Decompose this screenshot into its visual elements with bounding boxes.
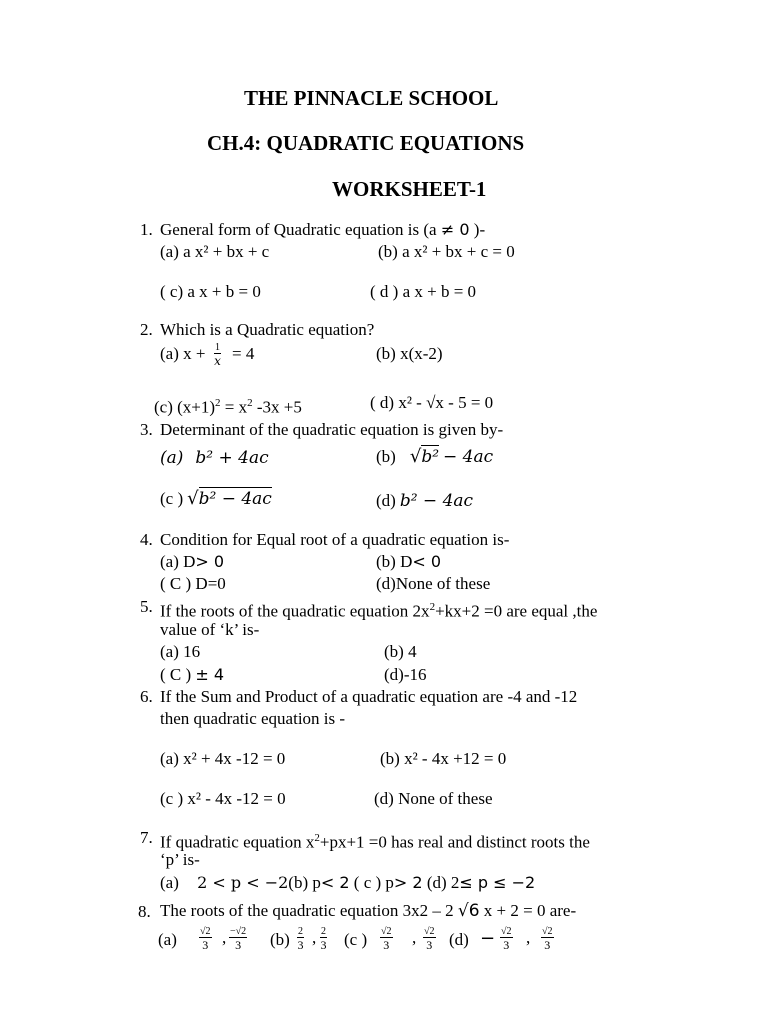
fraction-denominator: 3 bbox=[426, 938, 433, 952]
question-7-option-b-expr: < 2 bbox=[320, 873, 350, 892]
school-title: THE PINNACLE SCHOOL bbox=[244, 86, 499, 110]
question-5-option-c bbox=[160, 665, 224, 685]
question-6-text-line-1: If the Sum and Product of a quadratic equation are -4 and -12 bbox=[160, 687, 578, 706]
fraction-denominator: 3 bbox=[320, 938, 327, 952]
question-1-neq: ≠ 0 bbox=[440, 220, 470, 239]
question-8-root: √6 bbox=[457, 901, 480, 921]
question-7-number: 7. bbox=[140, 828, 153, 847]
question-4-option-c: ( C ) D=0 bbox=[160, 574, 226, 593]
question-1-number: 1. bbox=[140, 220, 153, 239]
fraction-numerator: −√2 bbox=[230, 926, 247, 937]
question-7-option-d-expr: ≤ p ≤ −2 bbox=[459, 873, 536, 892]
question-8-option-b-frac-1 bbox=[297, 926, 304, 953]
question-3-option-c-radicand: b² − 4ac bbox=[198, 489, 272, 509]
question-7-option-a-label: (a) bbox=[160, 873, 179, 892]
question-3-option-d bbox=[376, 491, 473, 511]
question-8-option-d-frac-1 bbox=[500, 926, 513, 953]
question-2-option-c-tail: -3x +5 bbox=[252, 397, 302, 417]
fraction-numerator: √2 bbox=[501, 926, 512, 937]
question-1-option-a: (a) a x² + bx + c bbox=[160, 242, 270, 261]
question-5-option-a: (a) 16 bbox=[160, 642, 201, 661]
question-4-option-b bbox=[376, 552, 441, 572]
question-4-option-b-pre: (b) D bbox=[376, 552, 413, 571]
superscript: 2 bbox=[247, 397, 253, 409]
sqrt-icon: √ bbox=[187, 488, 199, 509]
question-8-option-c-frac-1 bbox=[380, 926, 393, 953]
sqrt-icon: √ bbox=[409, 446, 422, 467]
question-3-option-c-label: (c ) bbox=[160, 489, 184, 508]
question-8-text-post: x + 2 = 0 are- bbox=[479, 901, 577, 920]
question-8-option-c-comma: , bbox=[412, 928, 417, 947]
fraction-denominator: 3 bbox=[202, 938, 209, 952]
question-8-option-b-frac-2 bbox=[320, 926, 327, 953]
question-4-number: 4. bbox=[140, 530, 153, 549]
question-2-option-a-post: = 4 bbox=[232, 344, 255, 363]
question-7-option-a-expr: 2 < p < −2 bbox=[197, 873, 289, 892]
question-6-option-d: (d) None of these bbox=[374, 789, 493, 808]
question-4-option-b-expr: < 0 bbox=[412, 552, 442, 571]
question-8-option-c-label: (c ) bbox=[344, 930, 368, 949]
question-8-option-d-minus: − bbox=[480, 928, 496, 949]
question-2-option-c bbox=[154, 393, 302, 418]
question-5-text-post: +kx+2 =0 are equal ,the bbox=[435, 601, 598, 621]
fraction-numerator: 2 bbox=[298, 926, 303, 937]
question-7-option-d-pre: (d) 2 bbox=[426, 873, 460, 892]
question-5-option-c-pre: ( C ) bbox=[160, 665, 192, 684]
superscript: 2 bbox=[215, 397, 221, 409]
question-8-text bbox=[160, 901, 576, 921]
question-3-option-c bbox=[160, 488, 272, 509]
question-2-option-c-pre: (c) (x+1) bbox=[154, 397, 216, 417]
question-7-text-post: +px+1 =0 has real and distinct roots the bbox=[319, 832, 590, 852]
question-4-option-a-expr: > 0 bbox=[195, 552, 225, 571]
question-8-option-a-frac-1 bbox=[199, 926, 212, 953]
question-8-option-c-frac-2 bbox=[423, 926, 436, 953]
question-6-number: 6. bbox=[140, 687, 153, 706]
question-5-option-c-expr: ± 4 bbox=[195, 665, 225, 684]
question-8-option-a-label: (a) bbox=[158, 930, 177, 949]
chapter-title: CH.4: QUADRATIC EQUATIONS bbox=[207, 131, 525, 155]
question-8-option-a-frac-2 bbox=[229, 926, 247, 953]
question-5-option-d: (d)-16 bbox=[384, 665, 427, 684]
question-3-option-b-label: (b) bbox=[376, 447, 396, 466]
fraction-numerator: √2 bbox=[381, 926, 392, 937]
question-4-text: Condition for Equal root of a quadratic equation is- bbox=[160, 530, 510, 549]
question-7-option-c-expr: > 2 bbox=[393, 873, 423, 892]
question-3-option-d-expr: b² − 4ac bbox=[399, 491, 474, 511]
question-8-number: 8. bbox=[138, 902, 151, 921]
question-3-option-d-label: (d) bbox=[376, 491, 396, 510]
superscript: 2 bbox=[314, 832, 320, 844]
question-2-number: 2. bbox=[140, 320, 153, 339]
fraction-denominator: 3 bbox=[544, 938, 551, 952]
question-6-option-a: (a) x² + 4x -12 = 0 bbox=[160, 749, 286, 768]
fraction-numerator: √2 bbox=[542, 926, 553, 937]
superscript: 2 bbox=[429, 601, 436, 613]
question-7-text-pre: If quadratic equation x bbox=[160, 832, 315, 852]
question-3-text: Determinant of the quadratic equation is given by- bbox=[160, 420, 504, 439]
fraction-denominator: 3 bbox=[383, 938, 390, 952]
question-1-option-c: ( c) a x + b = 0 bbox=[160, 282, 261, 301]
question-1-option-b: (b) a x² + bx + c = 0 bbox=[378, 242, 515, 261]
question-5-number: 5. bbox=[140, 597, 153, 616]
question-8-option-d-comma: , bbox=[526, 928, 531, 947]
question-3-option-a bbox=[160, 448, 269, 468]
question-4-option-d: (d)None of these bbox=[376, 574, 491, 593]
question-2-option-a-fraction bbox=[214, 342, 221, 369]
question-7-option-c-pre: ( c ) p bbox=[353, 873, 394, 892]
question-2-option-c-mid: = x bbox=[220, 397, 248, 417]
question-8-text-pre: The roots of the quadratic equation 3x2 – 2 bbox=[160, 901, 454, 920]
question-4-option-a bbox=[160, 552, 224, 572]
question-7-option-b-pre: (b) p bbox=[288, 873, 321, 892]
question-2-option-a-pre: (a) x + bbox=[160, 344, 206, 363]
question-3-option-b-radicand: b² bbox=[421, 447, 440, 467]
question-6-option-b: (b) x² - 4x +12 = 0 bbox=[380, 749, 507, 768]
question-3-number: 3. bbox=[140, 420, 153, 439]
question-2-option-a bbox=[160, 344, 205, 364]
question-3-option-b-rest: − 4ac bbox=[443, 447, 494, 467]
question-7-text-line-1 bbox=[160, 828, 590, 853]
question-7-options bbox=[160, 873, 535, 893]
fraction-numerator: 2 bbox=[321, 926, 326, 937]
question-7-text-line-2: ‘p’ is- bbox=[160, 850, 200, 869]
question-1-stem: General form of Quadratic equation is (a bbox=[160, 220, 437, 239]
question-1-option-d: ( d ) a x + b = 0 bbox=[370, 282, 477, 301]
question-8-option-b-label: (b) bbox=[270, 930, 290, 949]
fraction-numerator: 1 bbox=[215, 342, 220, 353]
question-3-option-b bbox=[376, 446, 493, 467]
question-5-text-pre: If the roots of the quadratic equation 2x bbox=[160, 601, 430, 621]
question-1-tail: )- bbox=[473, 220, 486, 239]
question-6-text-line-2: then quadratic equation is - bbox=[160, 709, 346, 728]
fraction-denominator: 3 bbox=[297, 938, 304, 952]
fraction-numerator: √2 bbox=[424, 926, 435, 937]
question-3-option-a-label: (a) bbox=[160, 448, 184, 468]
question-5-option-b: (b) 4 bbox=[384, 642, 417, 661]
question-5-text-line-2: value of ‘k’ is- bbox=[160, 620, 260, 639]
fraction-denominator: 3 bbox=[235, 938, 242, 952]
fraction-denominator: 3 bbox=[503, 938, 510, 952]
question-4-option-a-pre: (a) D bbox=[160, 552, 196, 571]
fraction-denominator: x bbox=[214, 354, 221, 368]
question-1-text bbox=[160, 220, 485, 240]
question-8-option-d-frac-2 bbox=[541, 926, 554, 953]
question-2-text: Which is a Quadratic equation? bbox=[160, 320, 375, 339]
question-8-option-d-label: (d) bbox=[449, 930, 469, 949]
fraction-numerator: √2 bbox=[200, 926, 211, 937]
question-6-option-c: (c ) x² - 4x -12 = 0 bbox=[160, 789, 286, 808]
worksheet-title: WORKSHEET-1 bbox=[332, 177, 487, 201]
question-8-option-a-comma: , bbox=[222, 928, 227, 947]
question-3-option-a-expr: b² + 4ac bbox=[195, 448, 269, 468]
question-2-option-d: ( d) x² - √x - 5 = 0 bbox=[370, 393, 494, 412]
question-8-option-b-comma: , bbox=[312, 928, 317, 947]
question-5-text-line-1 bbox=[160, 597, 597, 622]
question-2-option-b: (b) x(x-2) bbox=[376, 344, 443, 363]
